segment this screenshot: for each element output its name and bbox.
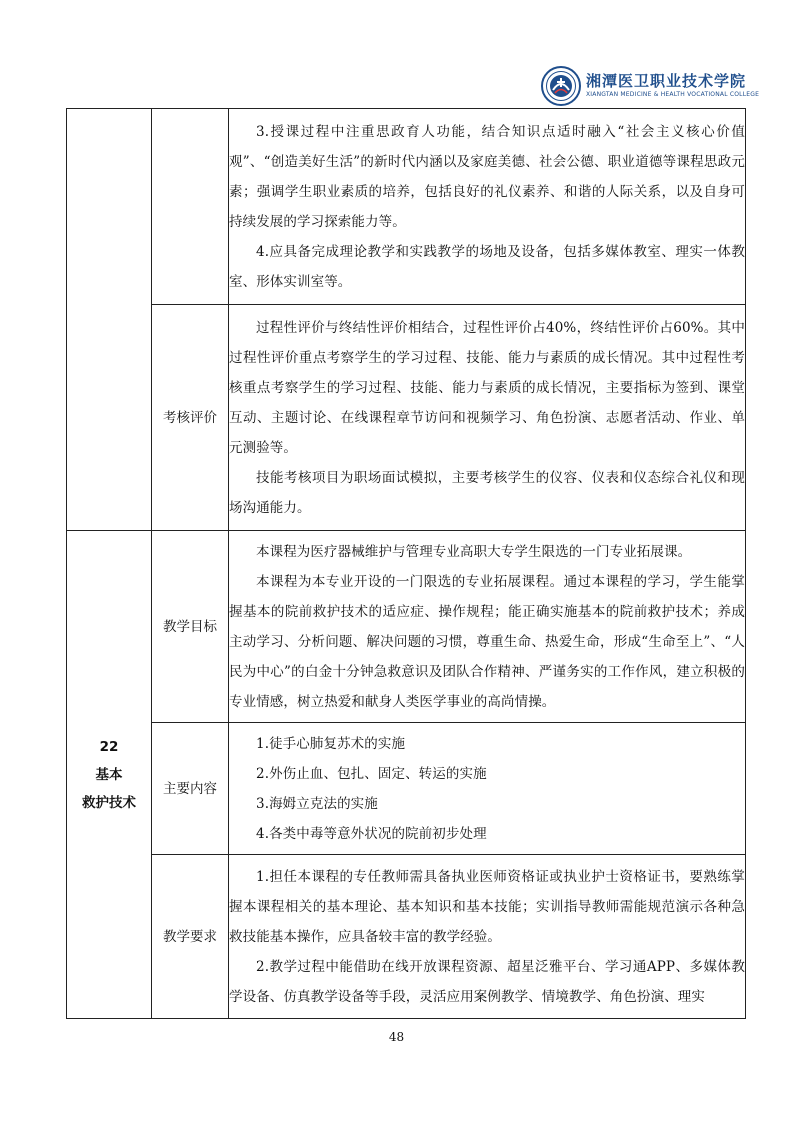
course-number: 22: [99, 738, 119, 755]
course-name-line2: 救护技术: [82, 794, 136, 811]
paragraph: 3.授课过程中注重思政育人功能，结合知识点适时融入“社会主义核心价值观”、“创造美好生活”的新时代内涵以及家庭美德、社会公德、职业道德等课程思政元素；强调学生职业素质的培养，包括良好的礼仪素养、和谐的人际关系，以及自身可持续发展的学习探索能力等。: [229, 123, 745, 230]
paragraph: 1.担任本课程的专任教师需具备执业医师资格证或执业护士资格证书，要熟练掌握本课程相关的基本理论、基本知识和基本技能；实训指导教师需能规范演示各种急救技能基本操作，应具备较丰富的教学经验。: [229, 868, 745, 945]
school-name: 湘潭医卫职业技术学院: [586, 72, 747, 90]
table-row: [67, 531, 746, 723]
list-item: 1.徒手心肺复苏术的实施: [256, 735, 406, 752]
course-name-line1: 基本: [95, 766, 123, 783]
section-content: [229, 855, 746, 1019]
paragraph: 本课程为本专业开设的一门限选的专业拓展课程。通过本课程的学习，学生能掌握基本的院前救护技术的适应症、操作规程；能正确实施基本的院前救护技术；养成主动学习、分析问题、解决问题的习惯，尊重生命、热爱生命，形成“生命至上”、“人民为中心”的白金十分钟急救意识及团队合作精神、严谨务实的工作作风，建立积极的专业情感，树立热爱和献身人类医学事业的高尚情操。: [229, 573, 745, 710]
list-item: 2.外伤止血、包扎、固定、转运的实施: [256, 765, 487, 782]
paragraph: 技能考核项目为职场面试模拟，主要考核学生的仪容、仪表和仪态综合礼仪和现场沟通能力。: [229, 469, 745, 516]
college-emblem-icon: [541, 66, 581, 106]
table-row: [67, 855, 746, 1019]
paragraph: 过程性评价与终结性评价相结合，过程性评价占40%，终结性评价占60%。其中过程性评价重点考察学生的学习过程、技能、能力与素质的成长情况。其中过程性考核重点考察学生的学习过程、技能、能力与素质的成长情况，主要指标为签到、课堂互动、主题讨论、在线课程章节访问和视频学习、角色扮演、志愿者活动、作业、单元测验等。: [229, 319, 745, 456]
paragraph: 2.教学过程中能借助在线开放课程资源、超星泛雅平台、学习通APP、多媒体教学设备、仿真教学设备等手段，灵活应用案例教学、情境教学、角色扮演、理实: [229, 958, 745, 1005]
list-item: 4.各类中毒等意外状况的院前初步处理: [256, 825, 487, 842]
section-label-content: 主要内容: [152, 723, 229, 855]
curriculum-table: [66, 108, 746, 1019]
section-label-requirements: 教学要求: [152, 855, 229, 1019]
section-content: [229, 305, 746, 531]
section-content: [229, 531, 746, 723]
page-number: 48: [388, 1030, 405, 1044]
section-label-assessment: 考核评价: [152, 305, 229, 531]
course-cell-empty: [67, 109, 152, 531]
section-label: [152, 109, 229, 305]
list-item: 3.海姆立克法的实施: [256, 795, 378, 812]
section-label-objectives: 教学目标: [152, 531, 229, 723]
school-name-english: XIANGTAN MEDICINE & HEALTH VOCATIONAL COLLEGE: [586, 91, 760, 98]
paragraph: 本课程为医疗器械维护与管理专业高职大专学生限选的一门专业拓展课。: [256, 543, 692, 560]
section-content: [229, 723, 746, 855]
paragraph: 4.应具备完成理论教学和实践教学的场地及设备，包括多媒体教室、理实一体教室、形体实训室等。: [229, 243, 745, 290]
section-content: [229, 109, 746, 305]
table-row: [67, 723, 746, 855]
table-row: [67, 305, 746, 531]
table-row: [67, 109, 746, 305]
course-name-cell: [67, 531, 152, 1019]
